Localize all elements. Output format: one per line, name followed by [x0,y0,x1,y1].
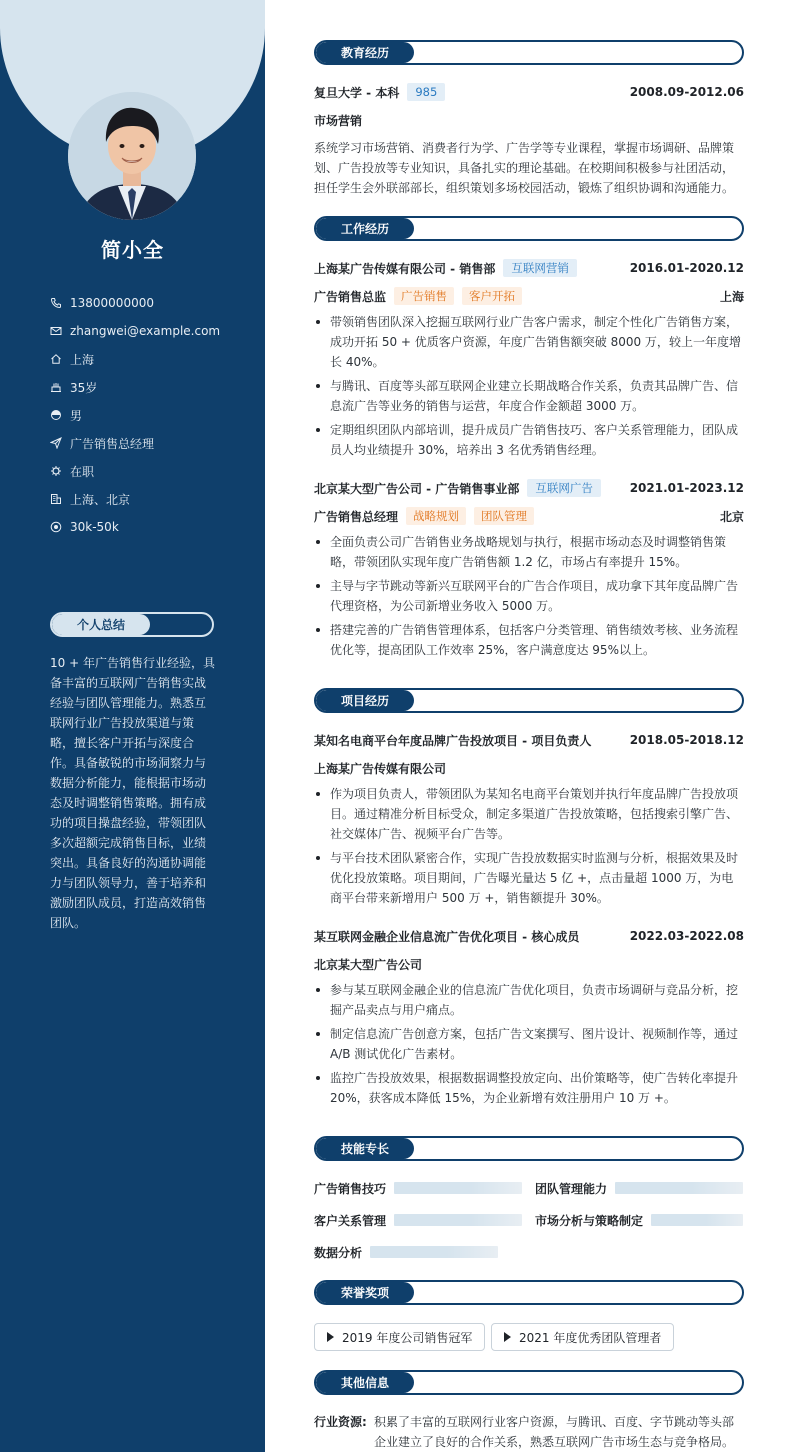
home-icon [50,353,62,365]
job-bullets [314,532,744,660]
info-phone [50,289,250,317]
cake-icon [50,381,62,393]
projects-title-text: 项目经历 [340,694,389,708]
list-item: 带领销售团队深入挖掘互联网行业广告客户需求，制定个性化广告销售方案，成功开拓 50 + 优质客户资源，年度广告销售额突破 8000 万，较上一年度增长 40%。 [314,312,744,372]
age-text: 35岁 [70,380,98,395]
other-info [314,1412,744,1452]
info-title [50,429,250,457]
school-name: 复旦大学 - 本科 [314,85,400,100]
job-role: 广告销售总经理 [314,509,399,524]
skill-name: 广告销售技巧 [314,1181,387,1196]
info-city [50,485,250,513]
info-email [50,317,250,345]
project-entry [314,730,744,912]
other-text: 积累了丰富的互联网行业客户资源，与腾讯、百度、字节跳动等头部企业建立了良好的合作关系，熟悉互联网广告市场生态与竞争格局。 [374,1415,735,1449]
job-date: 2016.01-2020.12 [629,261,744,275]
award-badge [491,1323,674,1351]
list-item: 与平台技术团队紧密合作，实现广告投放数据实时监测与分析，根据效果及时优化投放策略。项目期间，广告曝光量达 5 亿 +，点击量超 1000 万，为电商平台带来新增用户 500 万 +，销售额提升 30%。 [314,848,744,908]
other-section-title [314,1370,744,1395]
skill-bar [615,1182,743,1194]
email-icon [50,325,62,337]
company-tag: 互联网广告 [527,479,601,497]
education-title-text: 教育经历 [340,46,389,60]
job-date: 2021.01-2023.12 [629,481,744,495]
role-tag: 战略规划 [406,507,466,525]
role-tag: 广告销售 [394,287,454,305]
education-entry [314,82,744,198]
salary-icon [50,521,62,533]
skill-item [314,1210,522,1230]
job-role: 广告销售总监 [314,289,387,304]
status-text: 在职 [70,464,95,479]
work-entry [314,258,744,464]
skill-name: 市场分析与策略制定 [535,1213,644,1228]
send-icon [50,437,62,449]
skill-bar [394,1182,522,1194]
list-item: 制定信息流广告创意方案，包括广告文案撰写、图片设计、视频制作等，通过 A/B 测试优化广告素材。 [314,1024,744,1064]
skill-name: 数据分析 [314,1245,363,1260]
status-icon [50,465,62,477]
list-item: 参与某互联网金融企业的信息流广告优化项目，负责市场调研与竞品分析，挖掘产品卖点与用户痛点。 [314,980,744,1020]
education-date: 2008.09-2012.06 [629,85,744,99]
email-text: zhangwei@example.com [70,324,221,338]
city-text: 上海、北京 [70,492,131,507]
other-label: 行业资源: [314,1415,367,1429]
work-entry [314,478,744,664]
summary-text: 10 + 年广告销售行业经验，具备丰富的互联网广告销售实战经验与团队管理能力。熟悉互联网行业广告投放渠道与策略，擅长客户开拓与深度合作。具备敏锐的市场洞察力与数据分析能力，能根据市场动态及时调整销售策略。拥有成功的项目操盘经验，带领团队多次超额完成销售目标，业绩突出。具备良好的沟通协调能力与团队领导力，善于培养和激励团队成员，打造高效销售团队。 [50,656,215,930]
skills-section-title [314,1136,744,1161]
info-age [50,373,250,401]
gender-icon [50,409,62,421]
education-description: 系统学习市场营销、消费者行为学、广告学等专业课程，掌握市场调研、品牌策划、广告投放等专业知识，具备扎实的理论基础。在校期间积极参与社团活动，担任学生会外联部部长，组织策划多场校园活动，锻炼了组织协调和沟通能力。 [314,141,735,195]
info-salary [50,513,250,541]
candidate-name: 简小全 [101,238,164,262]
other-title-text: 其他信息 [340,1376,389,1390]
project-bullets [314,980,744,1108]
info-gender [50,401,250,429]
project-bullets [314,784,744,908]
sidebar [0,0,265,1452]
work-section-title [314,216,744,241]
skill-name: 团队管理能力 [535,1181,608,1196]
info-home [50,345,250,373]
salary-text: 30k-50k [70,520,119,534]
summary-section-title [50,612,214,637]
job-city: 北京 [719,509,744,524]
list-item: 搭建完善的广告销售管理体系，包括客户分类管理、销售绩效考核、业务流程优化等，提高团队工作效率 25%，客户满意度达 95%以上。 [314,620,744,660]
summary-title-text: 个人总结 [76,618,125,632]
title-text: 广告销售总经理 [70,436,155,451]
job-bullets [314,312,744,460]
skill-bar [394,1214,522,1226]
company-tag: 互联网营销 [503,259,577,277]
list-item: 监控广告投放效果，根据数据调整投放定向、出价策略等，使广告转化率提升 20%，获客成本降低 15%，为企业新增有效注册用户 10 万 +。 [314,1068,744,1108]
skill-bar [651,1214,743,1226]
list-item: 作为项目负责人，带领团队为某知名电商平台策划并执行年度品牌广告投放项目。通过精准分析目标受众，制定多渠道广告投放策略，包括搜索引擎广告、社交媒体广告、视频平台广告等。 [314,784,744,844]
award-text: 2021 年度优秀团队管理者 [519,1330,662,1345]
project-date: 2018.05-2018.12 [629,733,744,747]
play-icon [327,1332,334,1342]
project-name: 某互联网金融企业信息流广告优化项目 - 核心成员 [314,929,580,944]
skill-item [535,1178,743,1198]
phone-text: 13800000000 [70,296,154,310]
education-section-title [314,40,744,65]
projects-section-title [314,688,744,713]
building-icon [50,493,62,505]
list-item: 全面负责公司广告销售业务战略规划与执行，根据市场动态及时调整销售策略，带领团队实现年度广告销售额 1.2 亿，市场占有率提升 15%。 [314,532,744,572]
play-icon [504,1332,511,1342]
skill-bar [370,1246,498,1258]
project-company: 上海某广告传媒有限公司 [314,761,447,776]
award-text: 2019 年度公司销售冠军 [342,1330,473,1345]
list-item: 定期组织团队内部培训，提升成员广告销售技巧、客户关系管理能力，团队成员人均业绩提升 30%，培养出 3 名优秀销售经理。 [314,420,744,460]
work-title-text: 工作经历 [340,222,389,236]
skill-item [314,1178,522,1198]
contact-info-list [50,289,250,541]
job-city: 上海 [719,289,744,304]
home-text: 上海 [70,352,95,367]
school-tag: 985 [407,83,445,101]
skill-name: 客户关系管理 [314,1213,387,1228]
company-name: 上海某广告传媒有限公司 - 销售部 [314,261,496,276]
company-name: 北京某大型广告公司 - 广告销售事业部 [314,481,520,496]
role-tag: 团队管理 [474,507,534,525]
skill-item [535,1210,743,1230]
awards-title-text: 荣誉奖项 [340,1286,389,1300]
project-date: 2022.03-2022.08 [629,929,744,943]
role-tag: 客户开拓 [462,287,522,305]
project-name: 某知名电商平台年度品牌广告投放项目 - 项目负责人 [314,733,592,748]
award-badge [314,1323,485,1351]
skills-title-text: 技能专长 [340,1142,389,1156]
list-item: 主导与字节跳动等新兴互联网平台的广告合作项目，成功拿下其年度品牌广告代理资格，为公司新增业务收入 5000 万。 [314,576,744,616]
project-entry [314,926,744,1112]
gender-text: 男 [70,408,83,423]
avatar [68,92,196,220]
info-status [50,457,250,485]
phone-icon [50,297,62,309]
education-major: 市场营销 [314,113,363,128]
skill-item [314,1242,498,1262]
awards-section-title [314,1280,744,1305]
list-item: 与腾讯、百度等头部互联网企业建立长期战略合作关系，负责其品牌广告、信息流广告等业务的销售与运营，年度合作金额超 3000 万。 [314,376,744,416]
project-company: 北京某大型广告公司 [314,957,423,972]
